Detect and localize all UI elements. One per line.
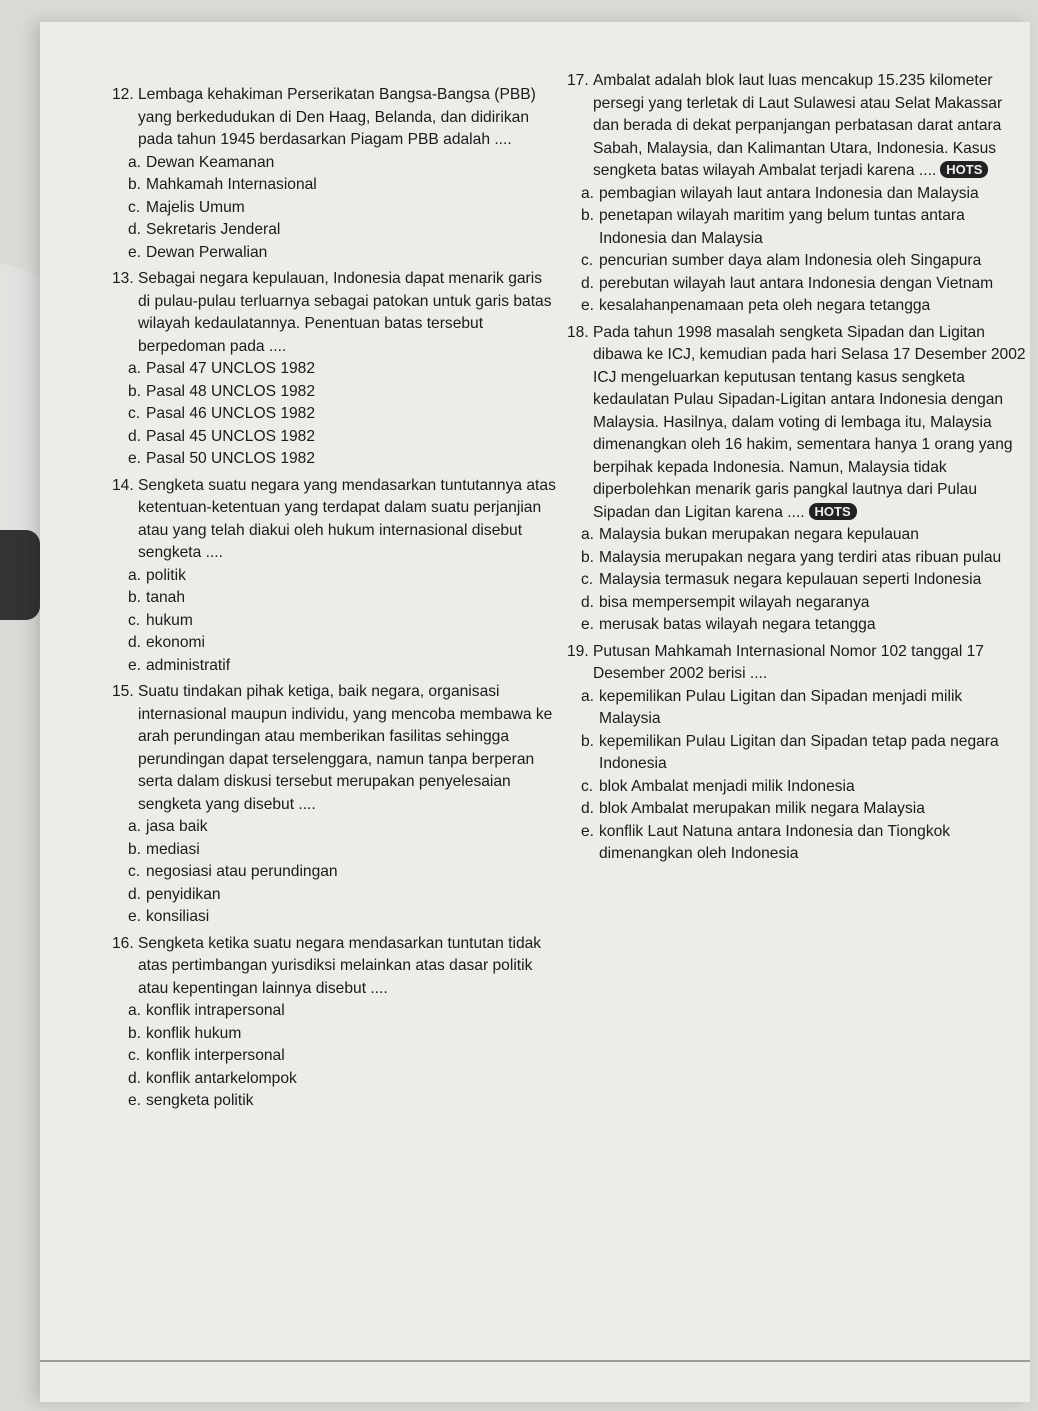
option-e[interactable]: e. Dewan Perwalian [128,243,268,261]
option-b[interactable]: b. Malaysia merupakan negara yang terdiri atas ribuan pulau [581,548,1002,566]
option-b[interactable]: b. penetapan wilayah maritim yang belum tuntas antara Indonesia dan Malaysia [581,207,965,247]
option-b[interactable]: b. mediasi [128,840,200,858]
option-c[interactable]: c. hukum [128,611,193,629]
option-a[interactable]: a. pembagian wilayah laut antara Indonesia dan Malaysia [581,184,979,202]
question-15 [112,681,557,929]
question-number: 18. [567,323,589,341]
option-a[interactable]: a. politik [128,566,186,584]
option-d[interactable]: d. blok Ambalat merupakan milik negara Malaysia [581,800,925,817]
question-number: 16. [112,934,134,952]
option-d[interactable]: d. penyidikan [128,885,221,903]
option-b[interactable]: b. Mahkamah Internasional [128,176,317,193]
option-a[interactable]: a. Pasal 47 UNCLOS 1982 [128,360,316,377]
option-c[interactable]: c. Majelis Umum [128,198,245,216]
question-14 [112,475,557,678]
question-number: 12. [112,86,134,103]
question-13 [112,268,557,471]
question-12 [112,84,557,264]
option-a[interactable]: a. konflik intrapersonal [128,1002,285,1019]
option-e[interactable]: e. sengketa politik [128,1092,254,1109]
option-c[interactable]: c. Pasal 46 UNCLOS 1982 [128,405,316,422]
option-e[interactable]: e. Pasal 50 UNCLOS 1982 [128,450,316,467]
option-d[interactable]: d. bisa mempersempit wilayah negaranya [581,593,870,611]
hots-badge: HOTS [809,503,857,520]
option-b[interactable]: b. kepemilikan Pulau Ligitan dan Sipadan tetap pada negara Indonesia [581,732,999,772]
question-text: Sengketa ketika suatu negara mendasarkan tuntutan tidak atas pertimbangan yurisdiksi melainkan atas dasar politik atau kepentingan lainnya disebut .... [138,934,542,997]
option-a[interactable]: a. Dewan Keamanan [128,153,275,171]
question-text: Ambalat adalah blok laut luas mencakup 15.235 kilometer persegi yang terletak di Laut Sulawesi atau Selat Makassar dan berada di dekat perpanjangan perbatasan darat antara Sabah, Malaysia, dan Kalimantan Utara, Indonesia. Kasus sengketa batas wilayah Ambalat terjadi karena .... [593,72,1003,179]
option-d[interactable]: d. Pasal 45 UNCLOS 1982 [128,427,316,445]
hots-badge: HOTS [940,161,988,178]
right-column [567,70,1027,866]
option-e[interactable]: e. merusak batas wilayah negara tetangga [581,616,876,633]
left-column [112,84,557,1113]
question-text: Sengketa suatu negara yang mendasarkan tuntutannya atas ketentuan-ketentuan yang terdapat dalam suatu perjanjian atau yang telah diakui oleh hukum internasional disebut sengketa .... [138,476,556,561]
pen-cap [0,530,40,620]
option-d[interactable]: d. Sekretaris Jenderal [128,221,281,238]
option-d[interactable]: d. perebutan wilayah laut antara Indonesia dengan Vietnam [581,274,994,292]
question-16 [112,933,557,1113]
option-d[interactable]: d. konflik antarkelompok [128,1069,297,1087]
question-number: 19. [567,642,589,660]
question-number: 14. [112,476,134,494]
option-e[interactable]: e. administratif [128,656,231,674]
question-text: Sebagai negara kepulauan, Indonesia dapat menarik garis di pulau-pulau terluarnya sebagai patokan untuk garis batas wilayah kedaulatannya. Penentuan batas tersebut berpedoman pada .... [138,270,552,355]
option-b[interactable]: b. konflik hukum [128,1024,242,1042]
option-c[interactable]: c. negosiasi atau perundingan [128,863,338,880]
page-bottom-line [40,1360,1030,1362]
option-c[interactable]: c. pencurian sumber daya alam Indonesia oleh Singapura [581,252,982,269]
question-text: Suatu tindakan pihak ketiga, baik negara, organisasi internasional maupun individu, yang mencoba membawa ke arah perundingan atau memberikan fasilitas sehingga perundingan dapat terselenggara, namun tanpa berperan serta dalam diskusi tersebut merupakan penyelesaian sengketa yang disebut .... [138,683,553,813]
question-18 [567,322,1027,637]
question-text: Putusan Mahkamah Internasional Nomor 102 tanggal 17 Desember 2002 berisi .... [593,642,984,682]
option-e[interactable]: e. kesalahanpenamaan peta oleh negara tetangga [581,297,931,314]
option-a[interactable]: a. kepemilikan Pulau Ligitan dan Sipadan menjadi milik Malaysia [581,687,963,727]
option-a[interactable]: a. Malaysia bukan merupakan negara kepulauan [581,526,919,543]
option-c[interactable]: c. blok Ambalat menjadi milik Indonesia [581,777,855,795]
option-c[interactable]: c. Malaysia termasuk negara kepulauan seperti Indonesia [581,571,982,588]
option-b[interactable]: b. Pasal 48 UNCLOS 1982 [128,382,316,400]
question-17 [567,70,1027,318]
option-e[interactable]: e. konflik Laut Natuna antara Indonesia dan Tiongkok dimenangkan oleh Indonesia [581,822,951,862]
option-b[interactable]: b. tanah [128,589,186,606]
option-c[interactable]: c. konflik interpersonal [128,1047,285,1064]
question-19 [567,641,1027,866]
question-number: 15. [112,683,134,700]
question-text: Pada tahun 1998 masalah sengketa Sipadan dan Ligitan dibawa ke ICJ, kemudian pada hari Selasa 17 Desember 2002 ICJ mengeluarkan keputusan tentang kasus sengketa kedaulatan Pulau Sipadan-Ligitan antara Indonesia dengan Malaysia. Hasilnya, dalam voting di lembaga itu, Malaysia dimenangkan oleh 16 hakim, sementara hanya 1 orang yang berpihak kepada Indonesia. Namun, Malaysia tidak diperbolehkan menarik garis pangkal lautnya dari Pulau Sipadan dan Ligitan karena .... [593,323,1026,521]
question-number: 17. [567,72,589,89]
option-e[interactable]: e. konsiliasi [128,908,210,925]
option-d[interactable]: d. ekonomi [128,634,205,651]
question-number: 13. [112,270,134,287]
option-a[interactable]: a. jasa baik [128,818,208,835]
question-text: Lembaga kehakiman Perserikatan Bangsa-Bangsa (PBB) yang berkedudukan di Den Haag, Belanda, dan didirikan pada tahun 1945 berdasarkan Piagam PBB adalah .... [138,86,536,148]
